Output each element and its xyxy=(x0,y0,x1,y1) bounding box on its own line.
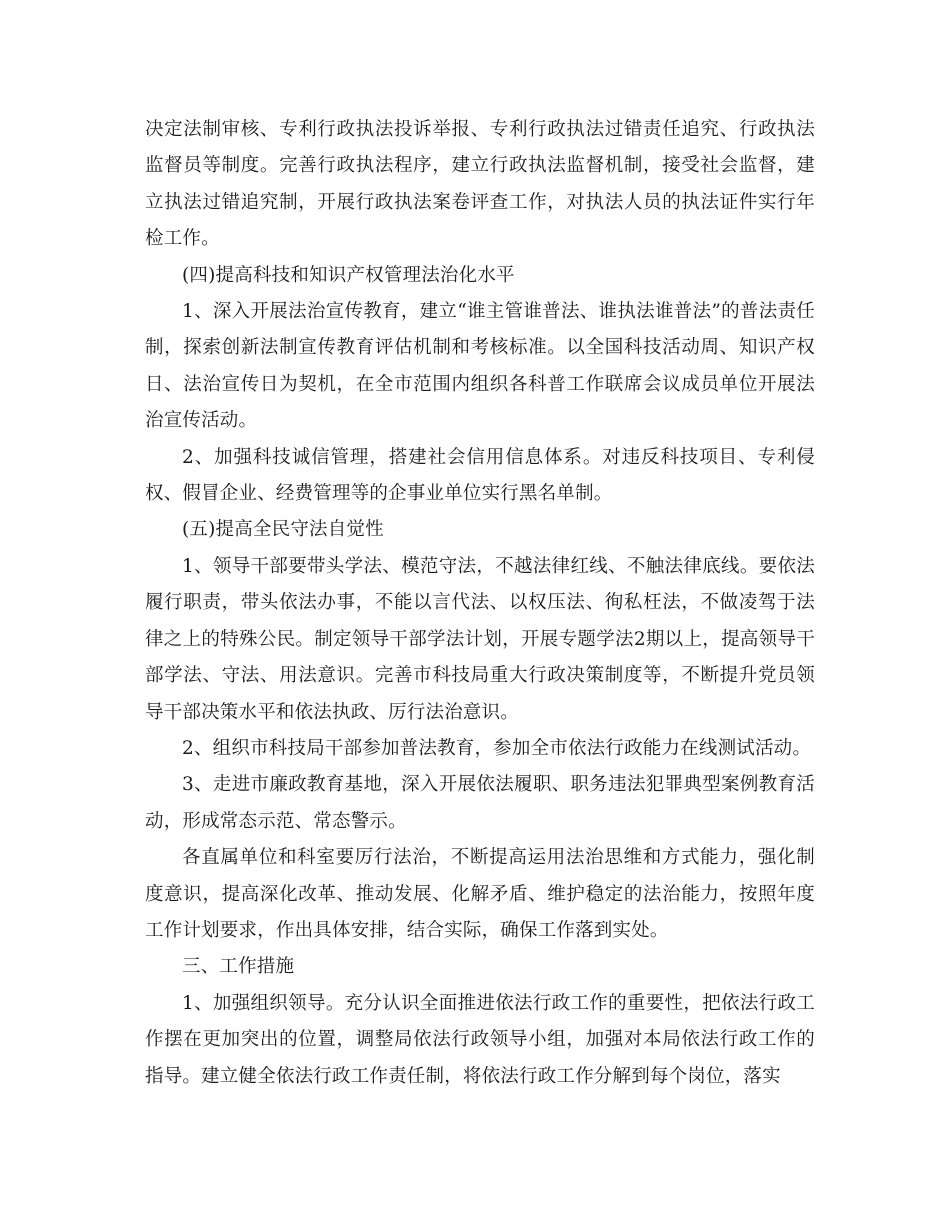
paragraph: 1、领导干部要带头学法、模范守法，不越法律红线、不触法律底线。要依法履行职责，带头依法办事，不能以言代法、以权压法、徇私枉法，不做凌驾于法律之上的特殊公民。制定领导干部学法计划，开展专题学法2期以上，提高领导干部学法、守法、用法意识。完善市科技局重大行政决策制度等，不断提升党员领导干部决策水平和依法执政、厉行法治意识。 xyxy=(145,555,815,723)
paragraph: 2、加强科技诚信管理，搭建社会信用信息体系。对违反科技项目、专利侵权、假冒企业、经费管理等的企事业单位实行黑名单制。 xyxy=(145,446,815,505)
paragraph: 3、走进市廉政教育基地，深入开展依法履职、职务违法犯罪典型案例教育活动，形成常态示范、常态警示。 xyxy=(145,774,815,832)
section-heading-3: 三、工作措施 xyxy=(182,956,295,978)
paragraph: 1、加强组织领导。充分认识全面推进依法行政工作的重要性，把依法行政工作摆在更加突出的位置，调整局依法行政领导小组，加强对本局依法行政工作的指导。建立健全依法行政工作责任制，将依法行政工作分解到每个岗位，落实 xyxy=(145,992,815,1087)
document-body xyxy=(145,112,815,1095)
paragraph-continued: 决定法制审核、专利行政执法投诉举报、专利行政执法过错责任追究、行政执法监督员等制度。完善行政执法程序，建立行政执法监督机制，接受社会监督，建立执法过错追究制，开展行政执法案卷评查工作，对执法人员的执法证件实行年检工作。 xyxy=(145,119,815,250)
paragraph: 2、组织市科技局干部参加普法教育，参加全市依法行政能力在线测试活动。 xyxy=(182,737,812,759)
paragraph: 各直属单位和科室要厉行法治，不断提高运用法治思维和方式能力，强化制度意识，提高深化改革、推动发展、化解矛盾、维护稳定的法治能力，按照年度工作计划要求，作出具体安排，结合实际，确保工作落到实处。 xyxy=(145,847,815,941)
section-heading-5: (五)提高全民守法自觉性 xyxy=(182,519,384,541)
paragraph: 1、深入开展法治宣传教育，建立“谁主管谁普法、谁执法谁普法”的普法责任制，探索创新法制宣传教育评估机制和考核标准。以全国科技活动周、知识产权日、法治宣传日为契机，在全市范围内组织各科普工作联席会议成员单位开展法治宣传活动。 xyxy=(145,301,815,432)
section-heading-4: (四)提高科技和知识产权管理法治化水平 xyxy=(182,264,515,286)
